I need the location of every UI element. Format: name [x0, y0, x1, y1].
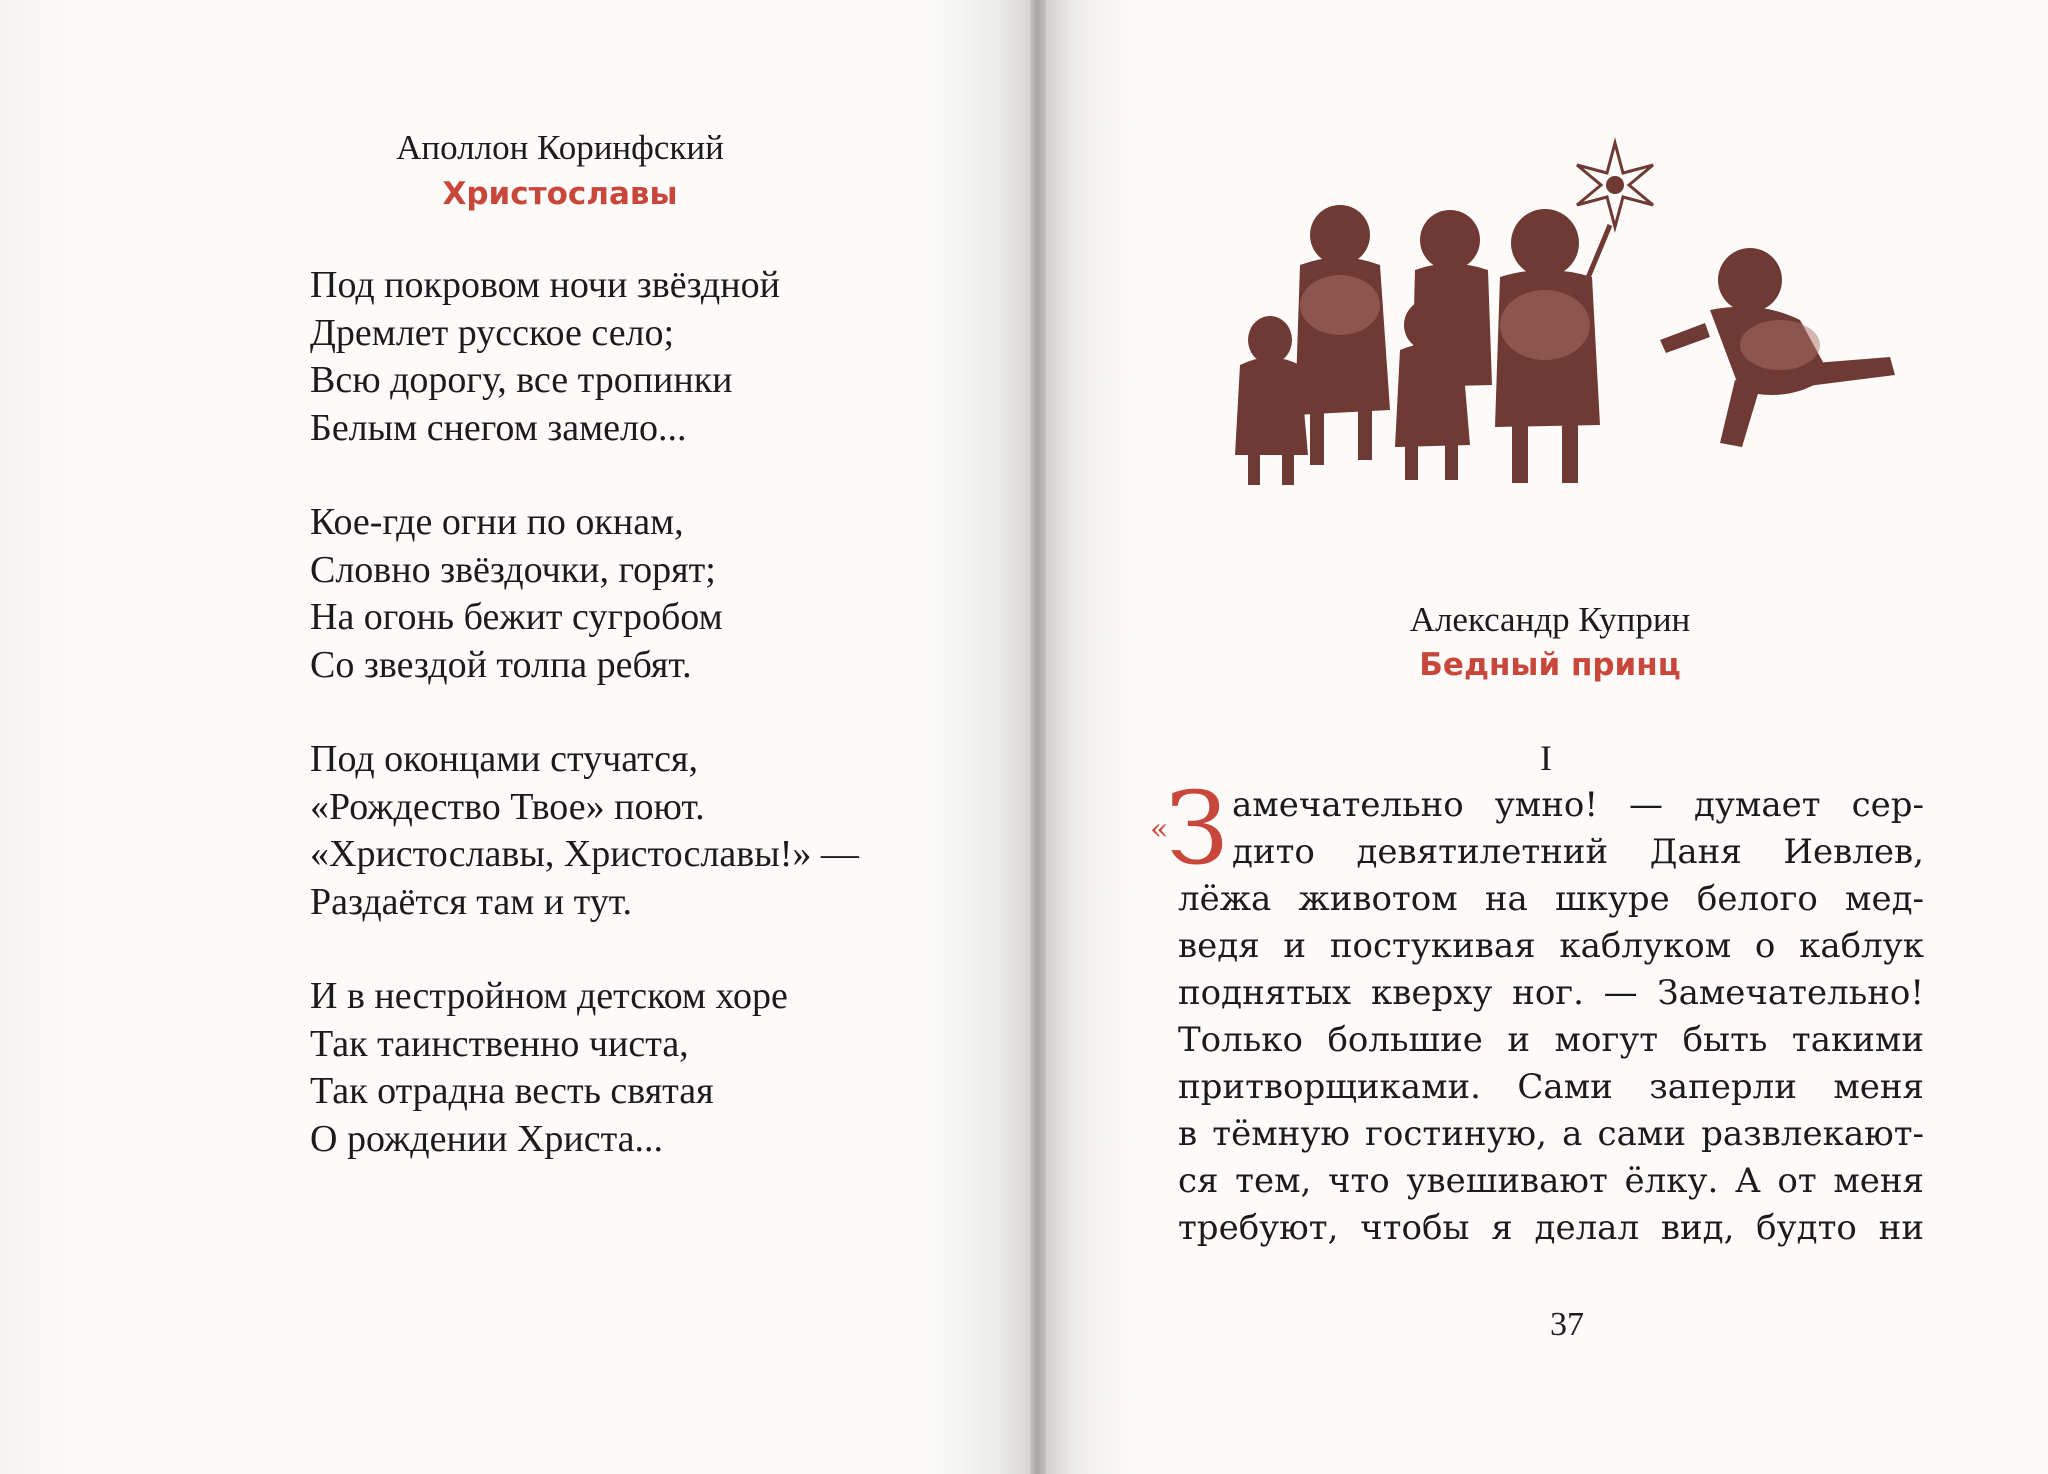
poem-line: Дремлет русское село;	[310, 311, 675, 354]
children-carolers-with-star-illustration	[1190, 125, 1920, 495]
poem-line: О рождении Христа...	[310, 1117, 664, 1160]
poem-line: Раздаётся там и тут.	[310, 880, 632, 923]
poem-stanza	[310, 262, 859, 452]
book-gutter	[1030, 0, 1046, 1474]
story-line: лёжа животом на шкуре белого мед-	[1178, 879, 1924, 919]
poem-stanza	[310, 736, 859, 926]
poem-body	[310, 262, 859, 1210]
poem-line: «Христославы, Христославы!» —	[310, 833, 859, 875]
story-line: амечательно умно! — думает сер-	[1232, 785, 1924, 825]
poem-line: Со звездой толпа ребят.	[310, 643, 692, 686]
story-line: требуют, чтобы я делал вид, будто ни	[1178, 1208, 1924, 1248]
poem-line: Кое-где огни по окнам,	[310, 501, 684, 543]
chapter-number: I	[1540, 738, 1552, 778]
story-line: ведя и постукивая каблуком о каблук	[1178, 926, 1924, 966]
story-line: дито девятилетний Даня Иевлев,	[1232, 832, 1924, 872]
poem-line: Под оконцами стучатся,	[310, 738, 699, 780]
poem-line: Белым снегом замело...	[310, 406, 687, 449]
page-number: 37	[1550, 1306, 1584, 1343]
story-line: в тёмную гостиную, а сами развлекают-	[1178, 1114, 1924, 1154]
poem-title: Христославы	[442, 176, 678, 212]
poem-line: Так таинственно чиста,	[310, 1022, 689, 1065]
poem-stanza	[310, 973, 859, 1163]
drop-cap-letter: З	[1166, 770, 1229, 887]
story-line: поднятых кверху ног. — Замечательно!	[1178, 973, 1924, 1013]
poem-line: Словно звёздочки, горят;	[310, 548, 716, 591]
poem-line: На огонь бежит сугробом	[310, 596, 723, 638]
poem-line: И в нестройном детском хоре	[310, 975, 788, 1017]
poem-line: Всю дорогу, все тропинки	[310, 359, 733, 401]
poem-stanza	[310, 499, 859, 689]
poem-line: «Рождество Твое» поют.	[310, 785, 705, 828]
story-line: ся тем, что увешивают ёлку. А от меня	[1178, 1161, 1924, 1201]
story-line: Только большие и могут быть такими	[1178, 1020, 1924, 1060]
poem-line: Так отрадна весть святая	[310, 1070, 714, 1112]
opening-quote-mark: «	[1150, 812, 1169, 847]
story-author: Александр Куприн	[1409, 600, 1691, 639]
poem-line: Под покровом ночи звёздной	[310, 264, 780, 306]
story-line: притворщиками. Сами заперли меня	[1178, 1067, 1924, 1107]
story-text	[1178, 782, 1924, 1252]
poem-author: Аполлон Коринфский	[396, 128, 724, 167]
story-title: Бедный принц	[1419, 647, 1681, 683]
